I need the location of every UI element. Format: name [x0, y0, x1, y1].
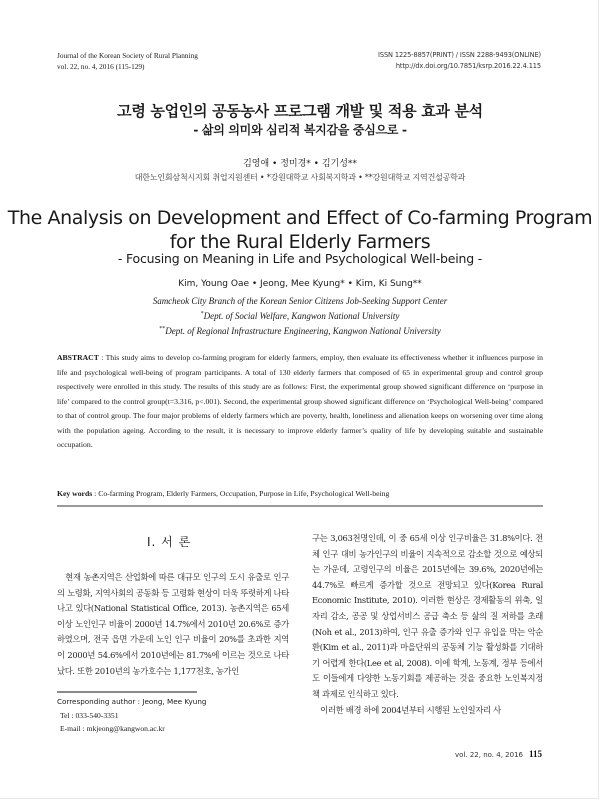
- footnote-divider: [57, 691, 197, 693]
- abstract-label: ABSTRACT: [57, 353, 99, 362]
- affiliation-text: Dept. of Social Welfare, Kangwon National University: [203, 311, 400, 321]
- english-subtitle: - Focusing on Meaning in Life and Psychological Well-being -: [117, 251, 483, 266]
- keywords-text: : Co-farming Program, Elderly Farmers, Occupation, Purpose in Life, Psychological Well-being: [92, 489, 390, 498]
- affiliation-text: Dept. of Regional Infrastructure Engineering, Kangwon National University: [165, 326, 441, 336]
- affiliation-mark: **: [159, 326, 166, 332]
- body-column-right: [312, 531, 543, 718]
- english-title-line2: for the Rural Elderly Farmers: [169, 231, 431, 253]
- author-email[interactable]: E-mail : mkjeong@kangwon.ac.kr: [60, 724, 165, 733]
- journal-name: Journal of the Korean Society of Rural Planning: [57, 51, 198, 60]
- section-divider: [57, 505, 543, 507]
- footer-volume: vol. 22, no. 4, 2016: [455, 751, 523, 759]
- korean-title: 고령 농업인의 공동농사 프로그램 개발 및 적용 효과 분석: [117, 102, 483, 120]
- abstract-text: : This study aims to develop co-farming program for elderly farmers, employ, then evaluate its effectiveness whether it influences purpose in life and psychological well-being of program participants. A total of 130 elderly farmers that composed of 65 in experimental group and control group respectively were enrolled in this study. The results of this study are as follows: First, the experimental group showed significant difference on ‘purpose in life’ compared to the control group(t=3.316, p<.001). Second, the experimental group showed significant difference on ‘Psychological Well-being’ compared to that of control group. The four major problems of elderly farmers which are poverty, health, loneliness and alienation keeps on worsening over time along with the population ageing. According to the result, it is necessary to improve elderly farmer’s quality of life by developing suitable and sustainable occupation.: [57, 353, 543, 449]
- english-authors: Kim, Young Oae • Jeong, Mee Kyung* • Kim, Ki Sung**: [178, 279, 422, 289]
- section-heading: I. 서 론: [147, 535, 192, 549]
- doi-link[interactable]: http://dx.doi.org/10.7851/ksrp.2016.22.4.115: [395, 62, 541, 70]
- issn-header: [378, 50, 541, 72]
- affiliation-mark: *: [200, 311, 204, 317]
- korean-affiliations: 대한노인회삼척시지회 취업지원센터 • *강원대학교 사회복지학과 • **강원대학교 지역건설공학과: [134, 173, 466, 182]
- affiliation-text: Samcheok City Branch of the Korean Senior Citizens Job-Seeking Support Center: [152, 296, 448, 306]
- keywords-label: Key words: [57, 489, 93, 498]
- body-paragraph: 이러한 배경 하에 2004년부터 시행된 노인일자리 사: [320, 704, 501, 715]
- korean-subtitle: - 삶의 의미와 심리적 복지감을 중심으로 -: [193, 123, 407, 137]
- korean-authors: 김영애 • 정미경* • 김기성**: [243, 159, 357, 169]
- affiliation-1: [0, 296, 600, 306]
- keywords: [57, 489, 543, 498]
- body-column-left: [57, 570, 289, 679]
- english-title: [0, 206, 600, 254]
- corresponding-author: Corresponding author : Jeong, Mee Kyung: [57, 697, 207, 706]
- page-number: 115: [528, 749, 542, 759]
- body-paragraph: 현재 농촌지역은 산업화에 따른 대규모 인구의 도시 유출로 인구의 노령화, 지역사회의 공동화 등 고령화 현상이 더욱 뚜렷하게 나타나고 있다(National Statistical Office, 2013). 농촌지역은 65세 이상 노인인구 비율이 2000년 14.7%에서 2010년 20.6%로 증가하였으며, 전국 읍면 가운데 노인 인구 비율이 20%를 초과한 지역이 2000년 54.6%에서 2010년에는 81.7%에 이르는 것으로 나타났다. 또한 2010년의 농가호수는 1,177천호, 농가인: [57, 572, 289, 676]
- journal-header: [57, 50, 198, 72]
- journal-volume: vol. 22, no. 4, 2016 (115-129): [57, 62, 145, 71]
- affiliation-3: [0, 326, 600, 336]
- english-title-line1: The Analysis on Development and Effect of Co-farming Program: [7, 207, 593, 229]
- issn: ISSN 1225-8857(PRINT) / ISSN 2288-9493(ONLINE): [378, 51, 541, 59]
- affiliation-2: [0, 311, 600, 321]
- page-footer: [455, 749, 542, 759]
- body-paragraph: 구는 3,063천명인데, 이 중 65세 이상 인구비율은 31.8%이다. 전체 인구 대비 농가인구의 비율이 지속적으로 감소할 것으로 예상되는 가운데, 고령인구의 비율은 2015년에는 39.6%, 2020년에는 44.7%로 빠르게 증가할 것으로 전망되고 있다(Korea Rural Economic Institute, 2010). 이러한 현상은 경제활동의 위축, 일자리 감소, 공공 및 상업서비스 공급 축소 등 삶의 질 저하를 초래(Noh et al., 2013)하여, 인구 유출 증가와 인구 유입을 막는 악순환(Kim et al., 2011)과 마을단위의 공동체 기능 활성화를 기대하기 어렵게 한다(Lee et al, 2008). 이에 학계, 노동계, 정부 등에서도 이들에게 다양한 노동기회를 제공하는 것을 중요한 노인복지정책 과제로 인식하고 있다.: [312, 533, 543, 699]
- abstract: [57, 351, 543, 453]
- author-phone: Tel : 033-540-3351: [60, 711, 119, 720]
